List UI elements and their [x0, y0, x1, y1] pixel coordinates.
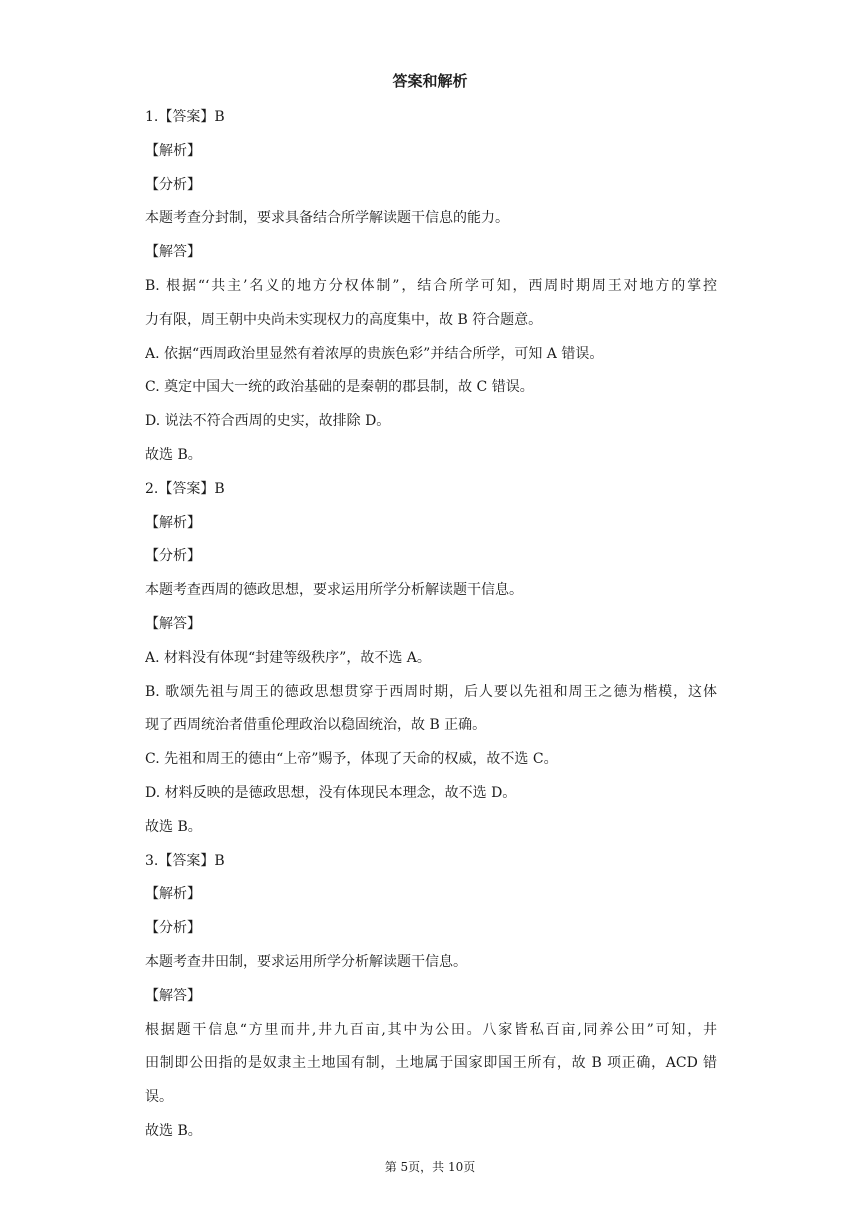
paragraph-line: A. 依据“西周政治里显然有着浓厚的贵族色彩”并结合所学，可知 A 错误。 [145, 345, 604, 362]
paragraph-line: 田制即公田指的是奴隶主土地国有制，土地属于国家即国王所有，故 B 项正确，ACD 错 [145, 1055, 717, 1072]
paragraph-line: 本题考查分封制，要求具备结合所学解读题干信息的能力。 [145, 210, 509, 227]
section-label-answer: 【解答】 [145, 615, 201, 632]
paragraph-line: 现了西周统治者借重伦理政治以稳固统治，故 B 正确。 [145, 717, 487, 734]
section-label-fenxi: 【分析】 [145, 548, 201, 565]
paragraph-line: A. 材料没有体现“封建等级秩序”，故不选 A。 [145, 649, 431, 666]
paragraph-line: 根据题干信息“方里而井,井九百亩,其中为公田。八家皆私百亩,同养公田”可知，井 [145, 1021, 717, 1038]
section-label-analysis: 【解析】 [145, 514, 201, 531]
answer-heading-3: 3.【答案】B [145, 852, 225, 869]
paragraph-line: 本题考查西周的德政思想，要求运用所学分析解读题干信息。 [145, 582, 523, 599]
paragraph-line: B. 根据“‘共主’名义的地方分权体制”，结合所学可知，西周时期周王对地方的掌控 [145, 277, 717, 294]
section-label-fenxi: 【分析】 [145, 176, 201, 193]
paragraph-line: D. 说法不符合西周的史实，故排除 D。 [145, 413, 391, 430]
conclusion-line: 故选 B。 [145, 818, 202, 835]
answer-heading-2: 2.【答案】B [145, 480, 225, 497]
section-label-analysis: 【解析】 [145, 886, 201, 903]
section-label-fenxi: 【分析】 [145, 920, 201, 937]
answer-content [145, 101, 717, 1149]
paragraph-line: C. 奠定中国大一统的政治基础的是秦朝的郡县制，故 C 错误。 [145, 379, 534, 396]
paragraph-line: 本题考查井田制，要求运用所学分析解读题干信息。 [145, 953, 467, 970]
page-footer: 第 5页，共 10页 [384, 1160, 476, 1174]
paragraph-line: B. 歌颂先祖与周王的德政思想贯穿于西周时期，后人要以先祖和周王之德为楷模，这体 [145, 683, 717, 700]
page-title: 答案和解析 [392, 72, 468, 90]
paragraph-line: D. 材料反映的是德政思想，没有体现民本理念，故不选 D。 [145, 784, 517, 801]
paragraph-line: 力有限，周王朝中央尚未实现权力的高度集中，故 B 符合题意。 [145, 311, 543, 328]
section-label-answer: 【解答】 [145, 244, 201, 261]
paragraph-line: C. 先祖和周王的德由“上帝”赐予，体现了天命的权威，故不选 C。 [145, 751, 558, 768]
paragraph-line: 误。 [145, 1089, 173, 1106]
conclusion-line: 故选 B。 [145, 446, 202, 463]
section-label-analysis: 【解析】 [145, 142, 201, 159]
section-label-answer: 【解答】 [145, 987, 201, 1004]
answer-heading-1: 1.【答案】B [145, 109, 225, 125]
conclusion-line: 故选 B。 [145, 1122, 202, 1139]
